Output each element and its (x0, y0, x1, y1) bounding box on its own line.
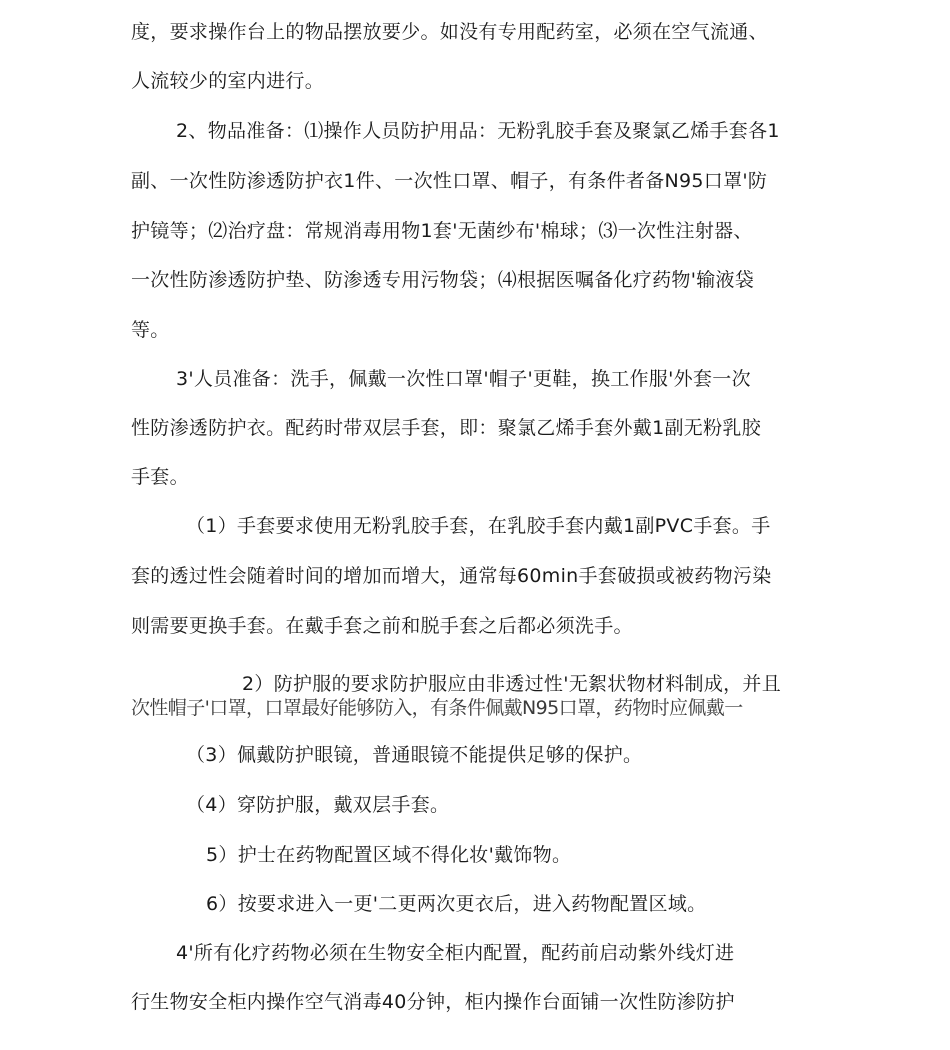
text-line-17: （4）穿防护服，戴双层手套。 (186, 794, 450, 816)
text-line-21: 行生物安全柜内操作空气消毒40分钟，柜内操作台面铺一次性防渗防护 (131, 991, 735, 1013)
text-line-18: 5）护士在药物配置区域不得化妆'戴饰物。 (206, 844, 572, 866)
text-line-16: （3）佩戴防护眼镜，普通眼镜不能提供足够的保护。 (186, 744, 643, 766)
text-line-7: 等。 (131, 319, 170, 341)
text-line-10: 手套。 (131, 466, 189, 488)
text-line-5: 护镜等；⑵治疗盘：常规消毒用物1套'无菌纱布'棉球；⑶一次性注射器、 (131, 220, 753, 242)
text-line-11: （1）手套要求使用无粉乳胶手套，在乳胶手套内戴1副PVC手套。手 (186, 515, 771, 537)
text-line-14: 2）防护服的要求防护服应由非透过性'无絮状物材料制成，并且 (242, 673, 782, 695)
text-line-9: 性防渗透防护衣。配药时带双层手套，即：聚氯乙烯手套外戴1副无粉乳胶 (131, 417, 761, 439)
text-line-1: 度，要求操作台上的物品摆放要少。如没有专用配药室，必须在空气流通、 (131, 21, 768, 43)
text-line-2: 人流较少的室内进行。 (131, 70, 325, 92)
text-line-15-overlapping: 次性帽子'口罩，口罩最好能够防入，有条件佩戴N95口罩，药物时应佩戴一 (131, 697, 743, 719)
text-line-6: 一次性防渗透防护垫、防渗透专用污物袋；⑷根据医嘱备化疗药物'输液袋 (131, 269, 755, 291)
text-line-19: 6）按要求进入一更'二更两次更衣后，进入药物配置区域。 (206, 893, 707, 915)
text-line-3: 2、物品准备：⑴操作人员防护用品：无粉乳胶手套及聚氯乙烯手套各1 (176, 120, 780, 142)
text-line-4: 副、一次性防渗透防护衣1件、一次性口罩、帽子，有条件者备N95口罩'防 (131, 170, 768, 192)
text-line-13: 则需要更换手套。在戴手套之前和脱手套之后都必须洗手。 (131, 615, 633, 637)
text-line-8: 3'人员准备：洗手，佩戴一次性口罩'帽子'更鞋，换工作服'外套一次 (176, 368, 751, 390)
text-line-12: 套的透过性会随着时间的增加而增大，通常每60min手套破损或被药物污染 (131, 565, 772, 587)
text-line-20: 4'所有化疗药物必须在生物安全柜内配置，配药前启动紫外线灯进 (176, 942, 735, 964)
